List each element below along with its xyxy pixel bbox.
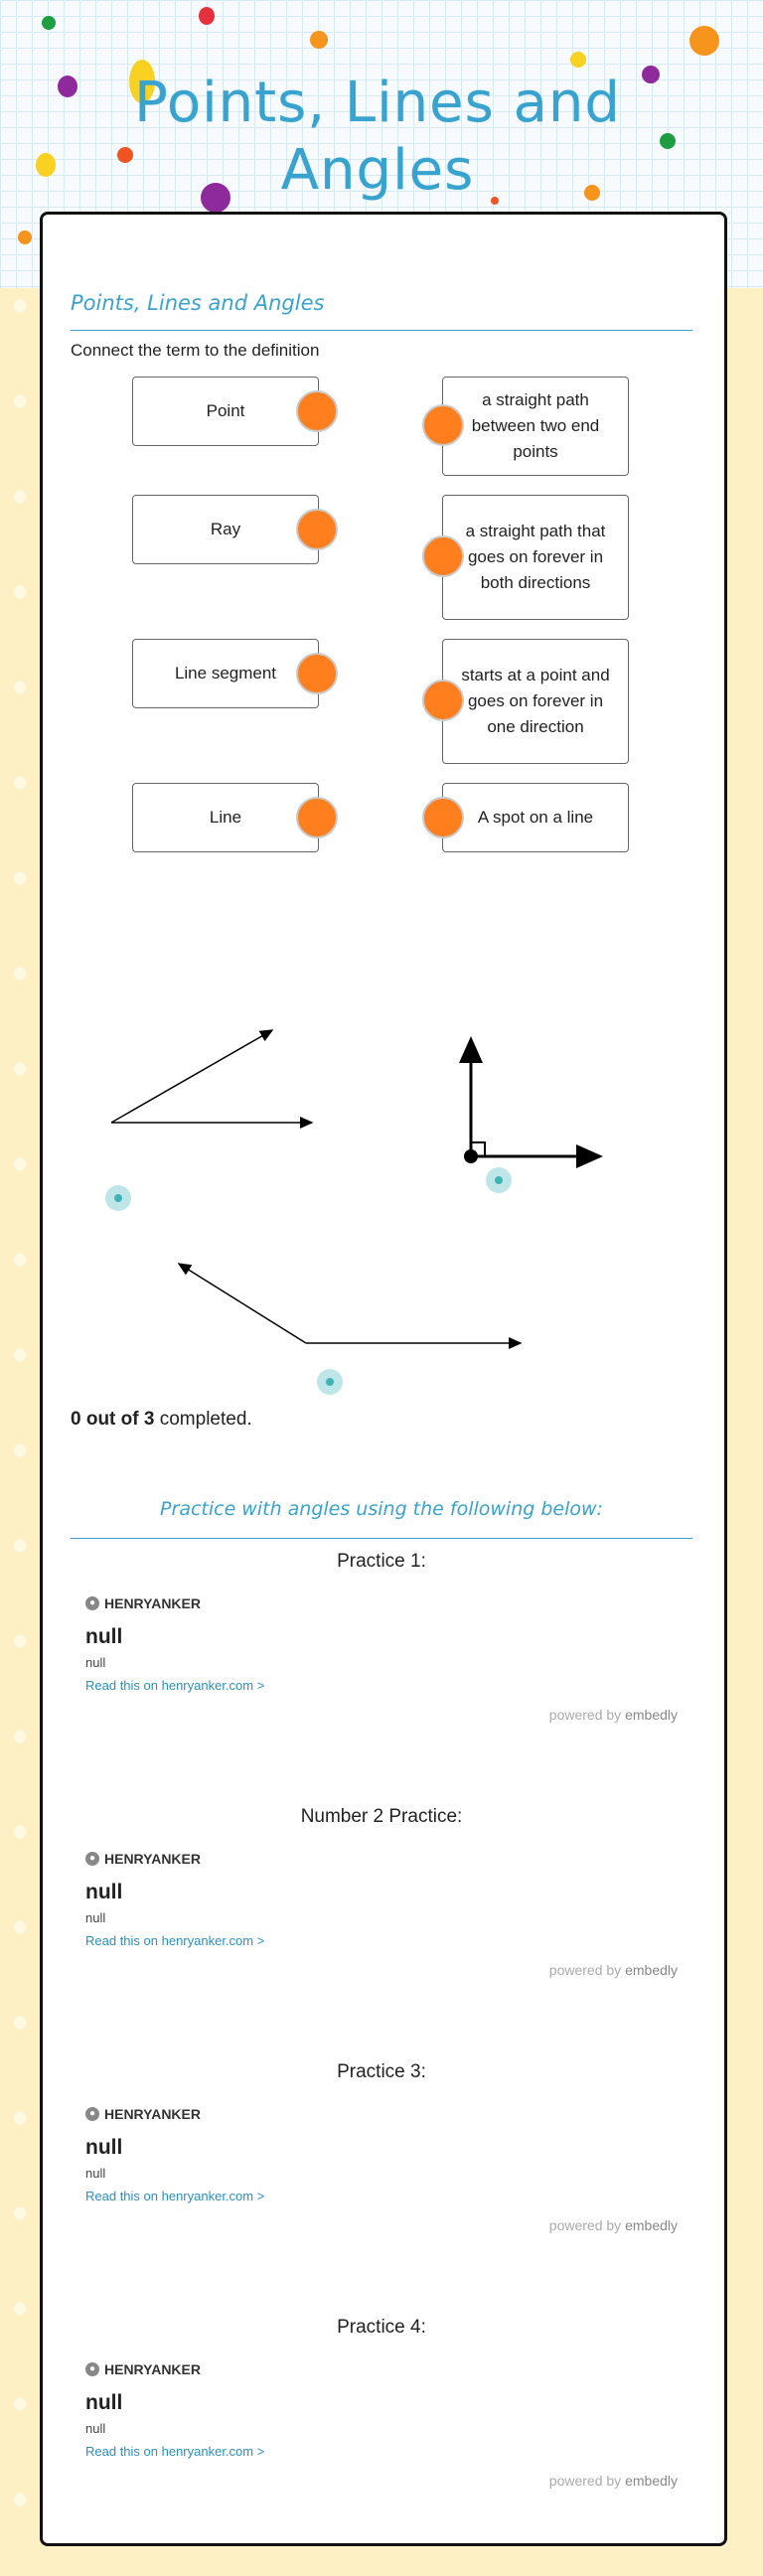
term-label: Point — [206, 401, 245, 420]
powered-by-text: powered by — [548, 1962, 622, 1978]
acute-angle-diagram — [111, 1030, 312, 1123]
embed-powered-by — [85, 2473, 678, 2489]
answer-drop-target[interactable] — [486, 1167, 512, 1193]
definition-label: A spot on a line — [477, 808, 594, 827]
embed-source-name: HENRYANKER — [104, 2361, 201, 2377]
definition-label: a straight path that goes on forever in both directions — [465, 522, 606, 592]
term-label: Line — [209, 808, 242, 827]
embed-card[interactable] — [85, 1595, 678, 1723]
globe-icon: ● — [85, 2107, 99, 2121]
definition-box[interactable] — [442, 639, 629, 764]
definition-connector-dot[interactable] — [422, 797, 464, 838]
page-title: Points, Lines and Angles — [134, 71, 621, 203]
answer-drop-target[interactable] — [105, 1185, 131, 1211]
paint-splat-decoration — [660, 133, 676, 149]
term-connector-dot[interactable] — [296, 509, 338, 550]
embed-description: null — [85, 2421, 106, 2436]
embed-heading: null — [85, 1881, 123, 1903]
powered-by-text: powered by — [548, 2473, 622, 2489]
term-label: Ray — [210, 520, 241, 538]
embed-read-link[interactable]: Read this on henryanker.com > — [85, 2444, 265, 2459]
practice-title: Number 2 Practice: — [300, 1806, 463, 1827]
obtuse-angle-diagram — [179, 1264, 521, 1343]
powered-by-text: powered by — [548, 1707, 622, 1723]
practice-title: Practice 4: — [337, 2317, 426, 2338]
section-divider — [71, 330, 692, 331]
term-box[interactable] — [132, 377, 319, 446]
progress-status — [71, 1409, 252, 1431]
instructions: Connect the term to the definition — [71, 341, 320, 360]
paint-splat-decoration — [570, 52, 586, 68]
definition-label: a straight path between two end points — [471, 390, 600, 461]
definition-connector-dot[interactable] — [422, 680, 464, 721]
progress-count: 0 out of 3 — [71, 1409, 155, 1430]
embed-source — [85, 2361, 678, 2377]
term-connector-dot[interactable] — [296, 390, 338, 432]
definition-connector-dot[interactable] — [422, 535, 464, 577]
embed-source — [85, 1595, 678, 1611]
globe-icon: ● — [85, 2362, 99, 2376]
section-title: Points, Lines and Angles — [71, 291, 325, 315]
powered-by-text: powered by — [548, 2217, 622, 2233]
term-label: Line segment — [174, 664, 277, 682]
paint-splat-decoration — [642, 66, 660, 83]
paint-splat-decoration — [199, 7, 215, 25]
embedly-brand: embedly — [625, 1707, 678, 1723]
paint-splat-decoration — [689, 26, 719, 56]
embed-description: null — [85, 2166, 106, 2181]
embed-powered-by — [85, 1707, 678, 1723]
term-box[interactable] — [132, 639, 319, 708]
globe-icon: ● — [85, 1596, 99, 1610]
embed-source-name: HENRYANKER — [104, 1851, 201, 1867]
section-divider — [71, 1538, 692, 1539]
embed-read-link[interactable]: Read this on henryanker.com > — [85, 1678, 265, 1693]
embed-source-name: HENRYANKER — [104, 2106, 201, 2122]
progress-suffix: completed. — [159, 1409, 252, 1430]
globe-icon: ● — [85, 1852, 99, 1866]
embed-heading: null — [85, 2391, 123, 2414]
embed-description: null — [85, 1655, 106, 1670]
paint-splat-decoration — [36, 153, 56, 177]
embed-card[interactable] — [85, 2361, 678, 2489]
term-connector-dot[interactable] — [296, 797, 338, 838]
term-connector-dot[interactable] — [296, 653, 338, 694]
embed-powered-by — [85, 2217, 678, 2233]
definition-connector-dot[interactable] — [422, 404, 464, 446]
paint-splat-decoration — [42, 16, 56, 30]
paint-splat-decoration — [310, 31, 328, 49]
term-box[interactable] — [132, 783, 319, 852]
definition-label: starts at a point and goes on forever in one direction — [461, 666, 610, 736]
embedly-brand: embedly — [625, 1962, 678, 1978]
embed-heading: null — [85, 2136, 123, 2159]
embed-read-link[interactable]: Read this on henryanker.com > — [85, 1933, 265, 1948]
embed-source — [85, 1851, 678, 1867]
embed-source-name: HENRYANKER — [104, 1595, 201, 1611]
embed-card[interactable] — [85, 1851, 678, 1978]
definition-box[interactable] — [442, 783, 629, 852]
embed-card[interactable] — [85, 2106, 678, 2233]
embedly-brand: embedly — [625, 2217, 678, 2233]
paint-splat-decoration — [18, 230, 32, 244]
section-title: Practice with angles using the following below: — [160, 1498, 603, 1520]
answer-drop-target[interactable] — [317, 1369, 343, 1395]
practice-title: Practice 3: — [337, 2061, 426, 2082]
term-box[interactable] — [132, 495, 319, 564]
definition-box[interactable] — [442, 377, 629, 476]
embedly-brand: embedly — [625, 2473, 678, 2489]
embed-read-link[interactable]: Read this on henryanker.com > — [85, 2189, 265, 2203]
embed-heading: null — [85, 1625, 123, 1648]
embed-description: null — [85, 1910, 106, 1925]
practice-title: Practice 1: — [337, 1551, 426, 1572]
right-angle-diagram — [464, 1039, 600, 1163]
embed-powered-by — [85, 1962, 678, 1978]
definition-box[interactable] — [442, 495, 629, 620]
embed-source — [85, 2106, 678, 2122]
paint-splat-decoration — [58, 76, 77, 97]
